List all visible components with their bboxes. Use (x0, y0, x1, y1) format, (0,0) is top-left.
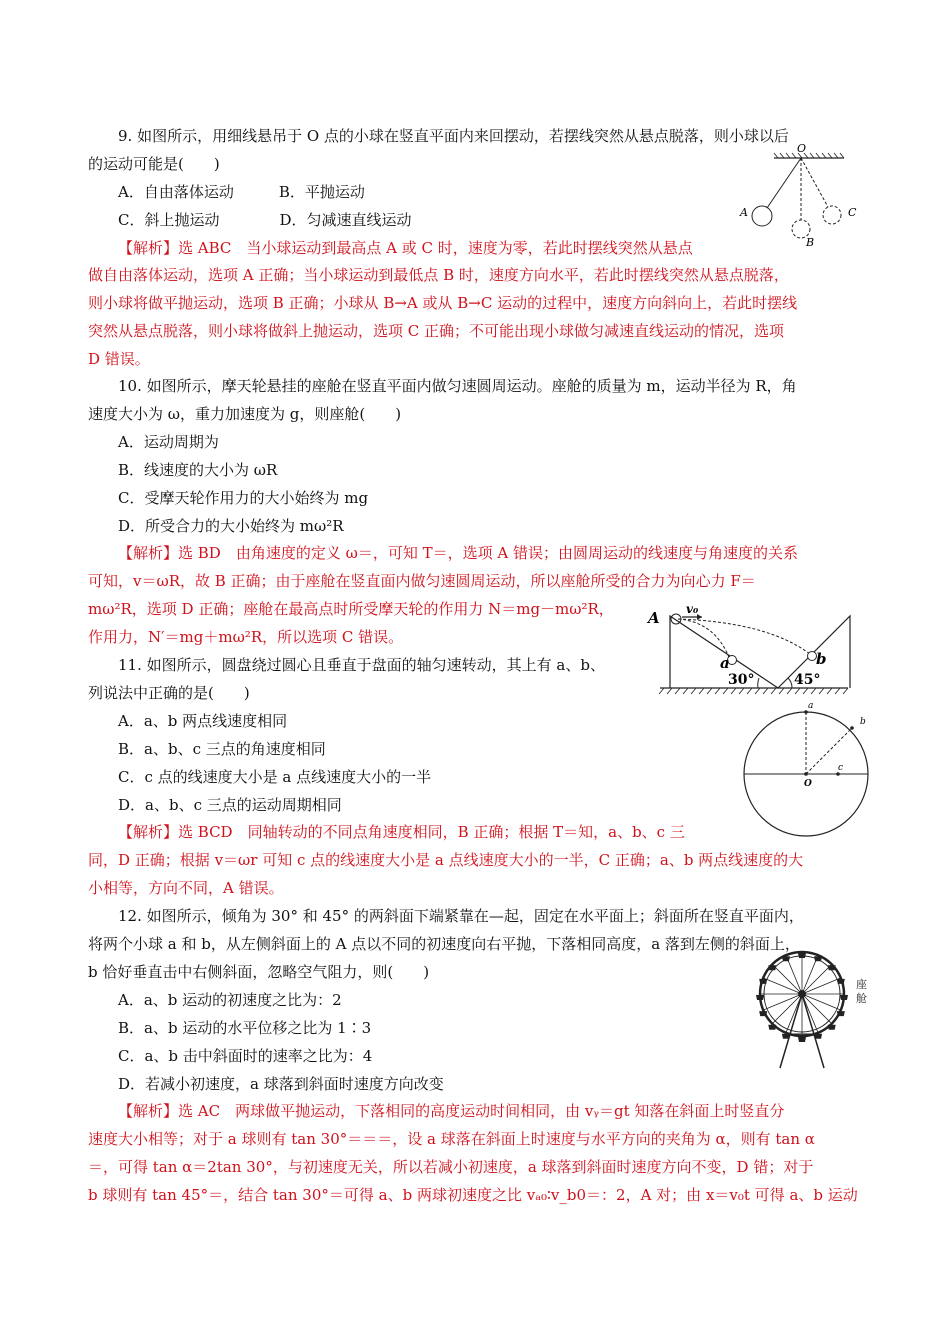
q11-analysis-line-2: 同，D 正确；根据 v＝ωr 可知 c 点的线速度大小是 a 点线速度大小的一半，C 正确；a、b 两点线速度的大 (88, 851, 804, 869)
q10-analysis-line-1: 【解析】选 BD 由角速度的定义 ω＝，可知 T＝，选项 A 错误；由圆周运动的线速度与角速度的关系 (118, 544, 798, 562)
ferris-wheel-figure (750, 938, 880, 1072)
q10-stem-line-1: 10. 如图所示，摩天轮悬挂的座舱在竖直平面内做匀速圆周运动。座舱的质量为 m，运动半径为 R，角 (118, 377, 797, 395)
inclines-angle-45: 45° (794, 672, 821, 688)
q12-option-c: C．a、b 击中斜面时的速率之比为：4 (118, 1047, 373, 1065)
ferris-cabin (837, 1011, 845, 1016)
inclines-label-ball-b: b (816, 650, 827, 668)
q10-option-b: B．线速度的大小为 ωR (118, 461, 278, 479)
q10-option-d: D．所受合力的大小始终为 mω²R (118, 517, 344, 535)
q11-option-b: B．a、b、c 三点的角速度相同 (118, 740, 326, 758)
q9-analysis-line-1: 【解析】选 ABC 当小球运动到最高点 A 或 C 时，速度为零，若此时摆线突然从悬点 (118, 239, 693, 257)
pendulum-label-b: B (806, 236, 815, 249)
disc-label-o: O (804, 779, 812, 789)
q12-stem-line-3: b 恰好垂直击中右侧斜面，忽略空气阻力，则( ) (88, 963, 430, 981)
ferris-cabin (828, 965, 836, 970)
ferris-spoke (772, 964, 802, 994)
ferris-cabin (768, 1025, 776, 1030)
q11-analysis-line-1: 【解析】选 BCD 同轴转动的不同点角速度相同，B 正确；根据 T＝知，a、b、c 三 (118, 823, 685, 841)
q10-stem-line-2: 速度大小为 ω，重力加速度为 g，则座舱( ) (88, 405, 402, 423)
q12-option-d: D．若减小初速度，a 球落到斜面时速度方向改变 (118, 1075, 444, 1093)
q10-analysis-line-3: mω²R，选项 D 正确；座舱在最高点时所受摩天轮的作用力 N＝mg－mω²R， (88, 600, 614, 618)
q10-option-c: C．受摩天轮作用力的大小始终为 mg (118, 489, 369, 507)
q9-analysis-line-2: 做自由落体运动，选项 A 正确；当小球运动到最低点 B 时，速度方向水平，若此时摆线突然从悬点脱落， (88, 266, 789, 284)
inclines-figure (642, 604, 864, 696)
q11-analysis-line-3: 小相等，方向不同，A 错误。 (88, 879, 284, 897)
q11-option-d: D．a、b、c 三点的运动周期相同 (118, 796, 342, 814)
q11-option-c: C．c 点的线速度大小是 a 点线速度大小的一半 (118, 768, 432, 786)
q12-stem-line-2: 将两个小球 a 和 b，从左侧斜面上的 A 点以不同的初速度向右平抛，下落相同高度，a 落到左侧的斜面上， (88, 935, 800, 953)
ferris-cabin (798, 1037, 806, 1042)
disc-label-b: b (860, 717, 866, 727)
pendulum-label-a: A (740, 206, 748, 219)
ferris-cabin (782, 956, 790, 961)
q12-analysis-line-1: 【解析】选 AC 两球做平抛运动，下落相同的高度运动时间相同，由 vᵧ＝gt 知落在斜面上时竖直分 (118, 1102, 785, 1120)
q10-analysis-line-2: 可知，v＝ωR，故 B 正确；由于座舱在竖直面内做匀速圆周运动，所以座舱所受的合力为向心力 F＝ (88, 572, 756, 590)
q11-option-a: A．a、b 两点线速度相同 (118, 712, 288, 730)
disc-label-a: a (808, 701, 814, 711)
pendulum-label-c: C (848, 206, 857, 219)
q11-stem-line-1: 11. 如图所示，圆盘绕过圆心且垂直于盘面的轴匀速转动，其上有 a、b、 (118, 656, 605, 674)
q9-analysis-line-5: D 错误。 (88, 350, 150, 368)
pendulum-label-o: O (797, 142, 807, 155)
q9-options-ab: A．自由落体运动 B．平抛运动 (118, 183, 365, 201)
q9-analysis-line-4: 突然从悬点脱落，则小球将做斜上抛运动，选项 C 正确；不可能出现小球做匀减速直线运动的情况，选项 (88, 322, 785, 340)
inclines-label-ball-a: a (720, 654, 730, 672)
q12-analysis-line-3: ＝，可得 tan α＝2tan 30°，与初速度无关，所以若减小初速度，a 球落到斜面时速度方向不变，D 错；对于 (88, 1158, 814, 1176)
q12-analysis-line-2: 速度大小相等；对于 a 球则有 tan 30°＝＝＝，设 a 球落在斜面上时速度与水平方向的夹角为 α，则有 tan α (88, 1130, 815, 1148)
ferris-cabin (759, 1011, 767, 1016)
q10-option-a: A．运动周期为 (118, 433, 219, 451)
q9-stem-line-1: 9. 如图所示，用细线悬吊于 O 点的小球在竖直平面内来回摆动，若摆线突然从悬点脱落，则小球以后 (118, 127, 789, 145)
ferris-cabin (768, 965, 776, 970)
ferris-cabin (798, 953, 806, 958)
q11-stem-line-2: 列说法中正确的是( ) (88, 684, 250, 702)
ferris-cabin (828, 1025, 836, 1030)
q9-stem-line-2: 的运动可能是( ) (88, 155, 220, 173)
ferris-cabin (837, 979, 845, 984)
q9-options-cd: C．斜上抛运动 D．匀减速直线运动 (118, 211, 412, 229)
ferris-cabin (756, 995, 764, 1000)
ferris-spoke (802, 964, 832, 994)
q12-option-a: A．a、b 运动的初速度之比为：2 (118, 991, 342, 1009)
inclines-label-a-point: A (648, 609, 660, 627)
inclines-angle-30: 30° (728, 672, 755, 688)
q12-analysis-line-4: b 球则有 tan 45°＝，结合 tan 30°＝可得 a、b 两球初速度之比 vₐ₀∶v_b0＝：2，A 对；由 x＝v₀t 可得 a、b 运动 (88, 1186, 858, 1204)
pendulum-figure (734, 140, 864, 250)
q9-analysis-line-3: 则小球将做平抛运动，选项 B 正确；小球从 B→A 或从 B→C 运动的过程中，速度方向斜向上，若此时摆线 (88, 294, 798, 312)
q10-analysis-line-4: 作用力，N′＝mg＋mω²R，所以选项 C 错误。 (88, 628, 404, 646)
q12-option-b: B．a、b 运动的水平位移之比为 1∶3 (118, 1019, 372, 1037)
ferris-cabin (840, 995, 848, 1000)
ferris-cabin-label: 座 舱 (856, 978, 867, 1005)
ferris-cabin (814, 956, 822, 961)
inclines-label-v0: v₀ (686, 604, 699, 616)
q12-stem-line-1: 12. 如图所示，倾角为 30° 和 45° 的两斜面下端紧靠在—起，固定在水平面上；斜面所在竖直平面内， (118, 907, 804, 925)
disc-label-c: c (838, 763, 844, 773)
ferris-cabin (759, 979, 767, 984)
disc-figure (736, 700, 876, 842)
